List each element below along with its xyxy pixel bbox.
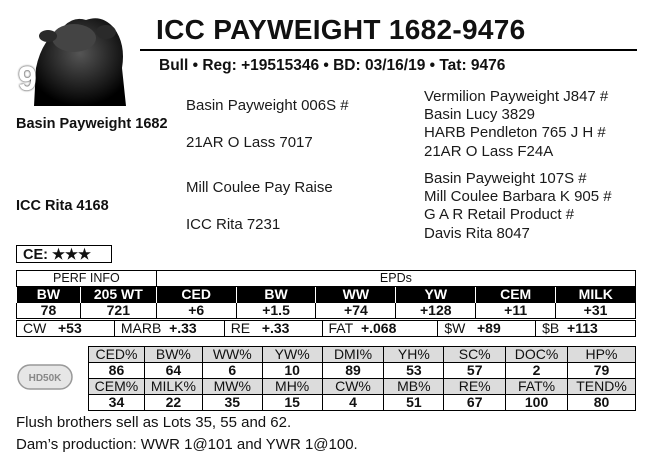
percentile-value: 64 (144, 363, 202, 379)
percentile-value: 57 (444, 363, 506, 379)
pedigree-ssd: Basin Lucy 3829 (424, 106, 535, 123)
pedigree-dsd: Mill Coulee Barbara K 905 # (424, 188, 612, 205)
percentile-header: CEM% (89, 379, 145, 395)
index-table (16, 320, 636, 337)
index-cell (536, 321, 636, 337)
index-label: FAT (328, 320, 354, 336)
pedigree-dam-sire: Mill Coulee Pay Raise (186, 179, 333, 196)
percentile-header: MB% (384, 379, 444, 395)
epds-heading: EPDs (156, 271, 635, 287)
pedigree-dam-dam: ICC Rita 7231 (186, 216, 281, 233)
pedigree-sire-dam: 21AR O Lass 7017 (186, 134, 313, 151)
animal-info: Bull • Reg: +19515346 • BD: 03/16/19 • Tat: 9476 (159, 57, 506, 74)
index-value: +53 (58, 320, 82, 336)
pedigree-dam: ICC Rita 4168 (16, 198, 109, 214)
percentile-value: 22 (144, 395, 202, 411)
epd-table (16, 270, 636, 319)
pedigree-sire-sire: Basin Payweight 006S # (186, 97, 349, 114)
percentile-value: 86 (89, 363, 145, 379)
percentile-value: 80 (568, 395, 636, 411)
percentile-header: MH% (262, 379, 322, 395)
percentile-header: YW% (262, 347, 322, 363)
percentile-header: WW% (202, 347, 262, 363)
perf-value: 721 (80, 303, 156, 319)
percentile-header: DMI% (322, 347, 384, 363)
index-value: +.33 (169, 320, 197, 336)
percentile-value: 4 (322, 395, 384, 411)
page-title: ICC PAYWEIGHT 1682-9476 (156, 14, 526, 45)
index-value: +.068 (360, 320, 397, 336)
hd50k-badge-icon (17, 364, 73, 390)
epd-header: WW (316, 287, 396, 303)
percentile-value: 15 (262, 395, 322, 411)
index-value: +.33 (261, 320, 290, 336)
epd-header: CED (156, 287, 236, 303)
index-label: $W (444, 320, 466, 336)
epd-header: CEM (476, 287, 556, 303)
perf-header: 205 WT (80, 287, 156, 303)
percentile-header: DOC% (506, 347, 568, 363)
index-label: CW (23, 320, 47, 336)
perf-value: 78 (17, 303, 81, 319)
index-value: +89 (476, 320, 501, 336)
index-cell (114, 321, 224, 337)
index-cell (17, 321, 115, 337)
percentile-value: 89 (322, 363, 384, 379)
pedigree-ddd: Davis Rita 8047 (424, 225, 530, 242)
percentile-value: 53 (384, 363, 444, 379)
index-label: MARB (120, 320, 162, 336)
epd-header: MILK (556, 287, 636, 303)
percentile-value: 34 (89, 395, 145, 411)
percentile-header: HP% (568, 347, 636, 363)
percentile-value: 100 (506, 395, 568, 411)
index-cell (224, 321, 322, 337)
pedigree-sds: HARB Pendleton 765 J H # (424, 124, 606, 141)
lot-number: 9 (18, 60, 37, 98)
percentile-value: 10 (262, 363, 322, 379)
index-cell (438, 321, 536, 337)
percentile-header: CW% (322, 379, 384, 395)
index-label: $B (542, 320, 560, 336)
percentile-table (88, 346, 636, 411)
epd-header: YW (396, 287, 476, 303)
percentile-header: CED% (89, 347, 145, 363)
percentile-header: BW% (144, 347, 202, 363)
percentile-value: 2 (506, 363, 568, 379)
logo-text: HD50K (28, 373, 62, 384)
pedigree-dss: Basin Payweight 107S # (424, 170, 587, 187)
epd-value: +6 (156, 303, 236, 319)
index-label: RE (230, 320, 251, 336)
hd50k-logo (17, 364, 73, 390)
calving-ease-rating: CE: ★★★ (16, 245, 112, 263)
pedigree-dds: G A R Retail Product # (424, 206, 575, 223)
percentile-value: 79 (568, 363, 636, 379)
index-cell (322, 321, 438, 337)
epd-value: +31 (556, 303, 636, 319)
percentile-header: TEND% (568, 379, 636, 395)
footer-note-dam: Dam’s production: WWR 1@101 and YWR 1@100. (16, 436, 358, 453)
percentile-value: 6 (202, 363, 262, 379)
percentile-header: YH% (384, 347, 444, 363)
percentile-header: MW% (202, 379, 262, 395)
percentile-value: 35 (202, 395, 262, 411)
epd-value: +74 (316, 303, 396, 319)
epd-value: +1.5 (236, 303, 316, 319)
percentile-header: MILK% (144, 379, 202, 395)
pedigree-sss: Vermilion Payweight J847 # (424, 88, 609, 105)
percentile-value: 67 (444, 395, 506, 411)
pedigree-sdd: 21AR O Lass F24A (424, 143, 554, 160)
perf-header: BW (17, 287, 81, 303)
footer-note-flush: Flush brothers sell as Lots 35, 55 and 62. (16, 414, 292, 431)
title-divider (140, 49, 637, 51)
epd-value: +128 (396, 303, 476, 319)
perf-info-heading: PERF INFO (17, 271, 157, 287)
pedigree-sire: Basin Payweight 1682 (16, 116, 168, 132)
percentile-header: FAT% (506, 379, 568, 395)
index-value: +113 (567, 320, 598, 336)
percentile-value: 51 (384, 395, 444, 411)
epd-value: +11 (476, 303, 556, 319)
percentile-header: SC% (444, 347, 506, 363)
percentile-header: RE% (444, 379, 506, 395)
epd-header: BW (236, 287, 316, 303)
